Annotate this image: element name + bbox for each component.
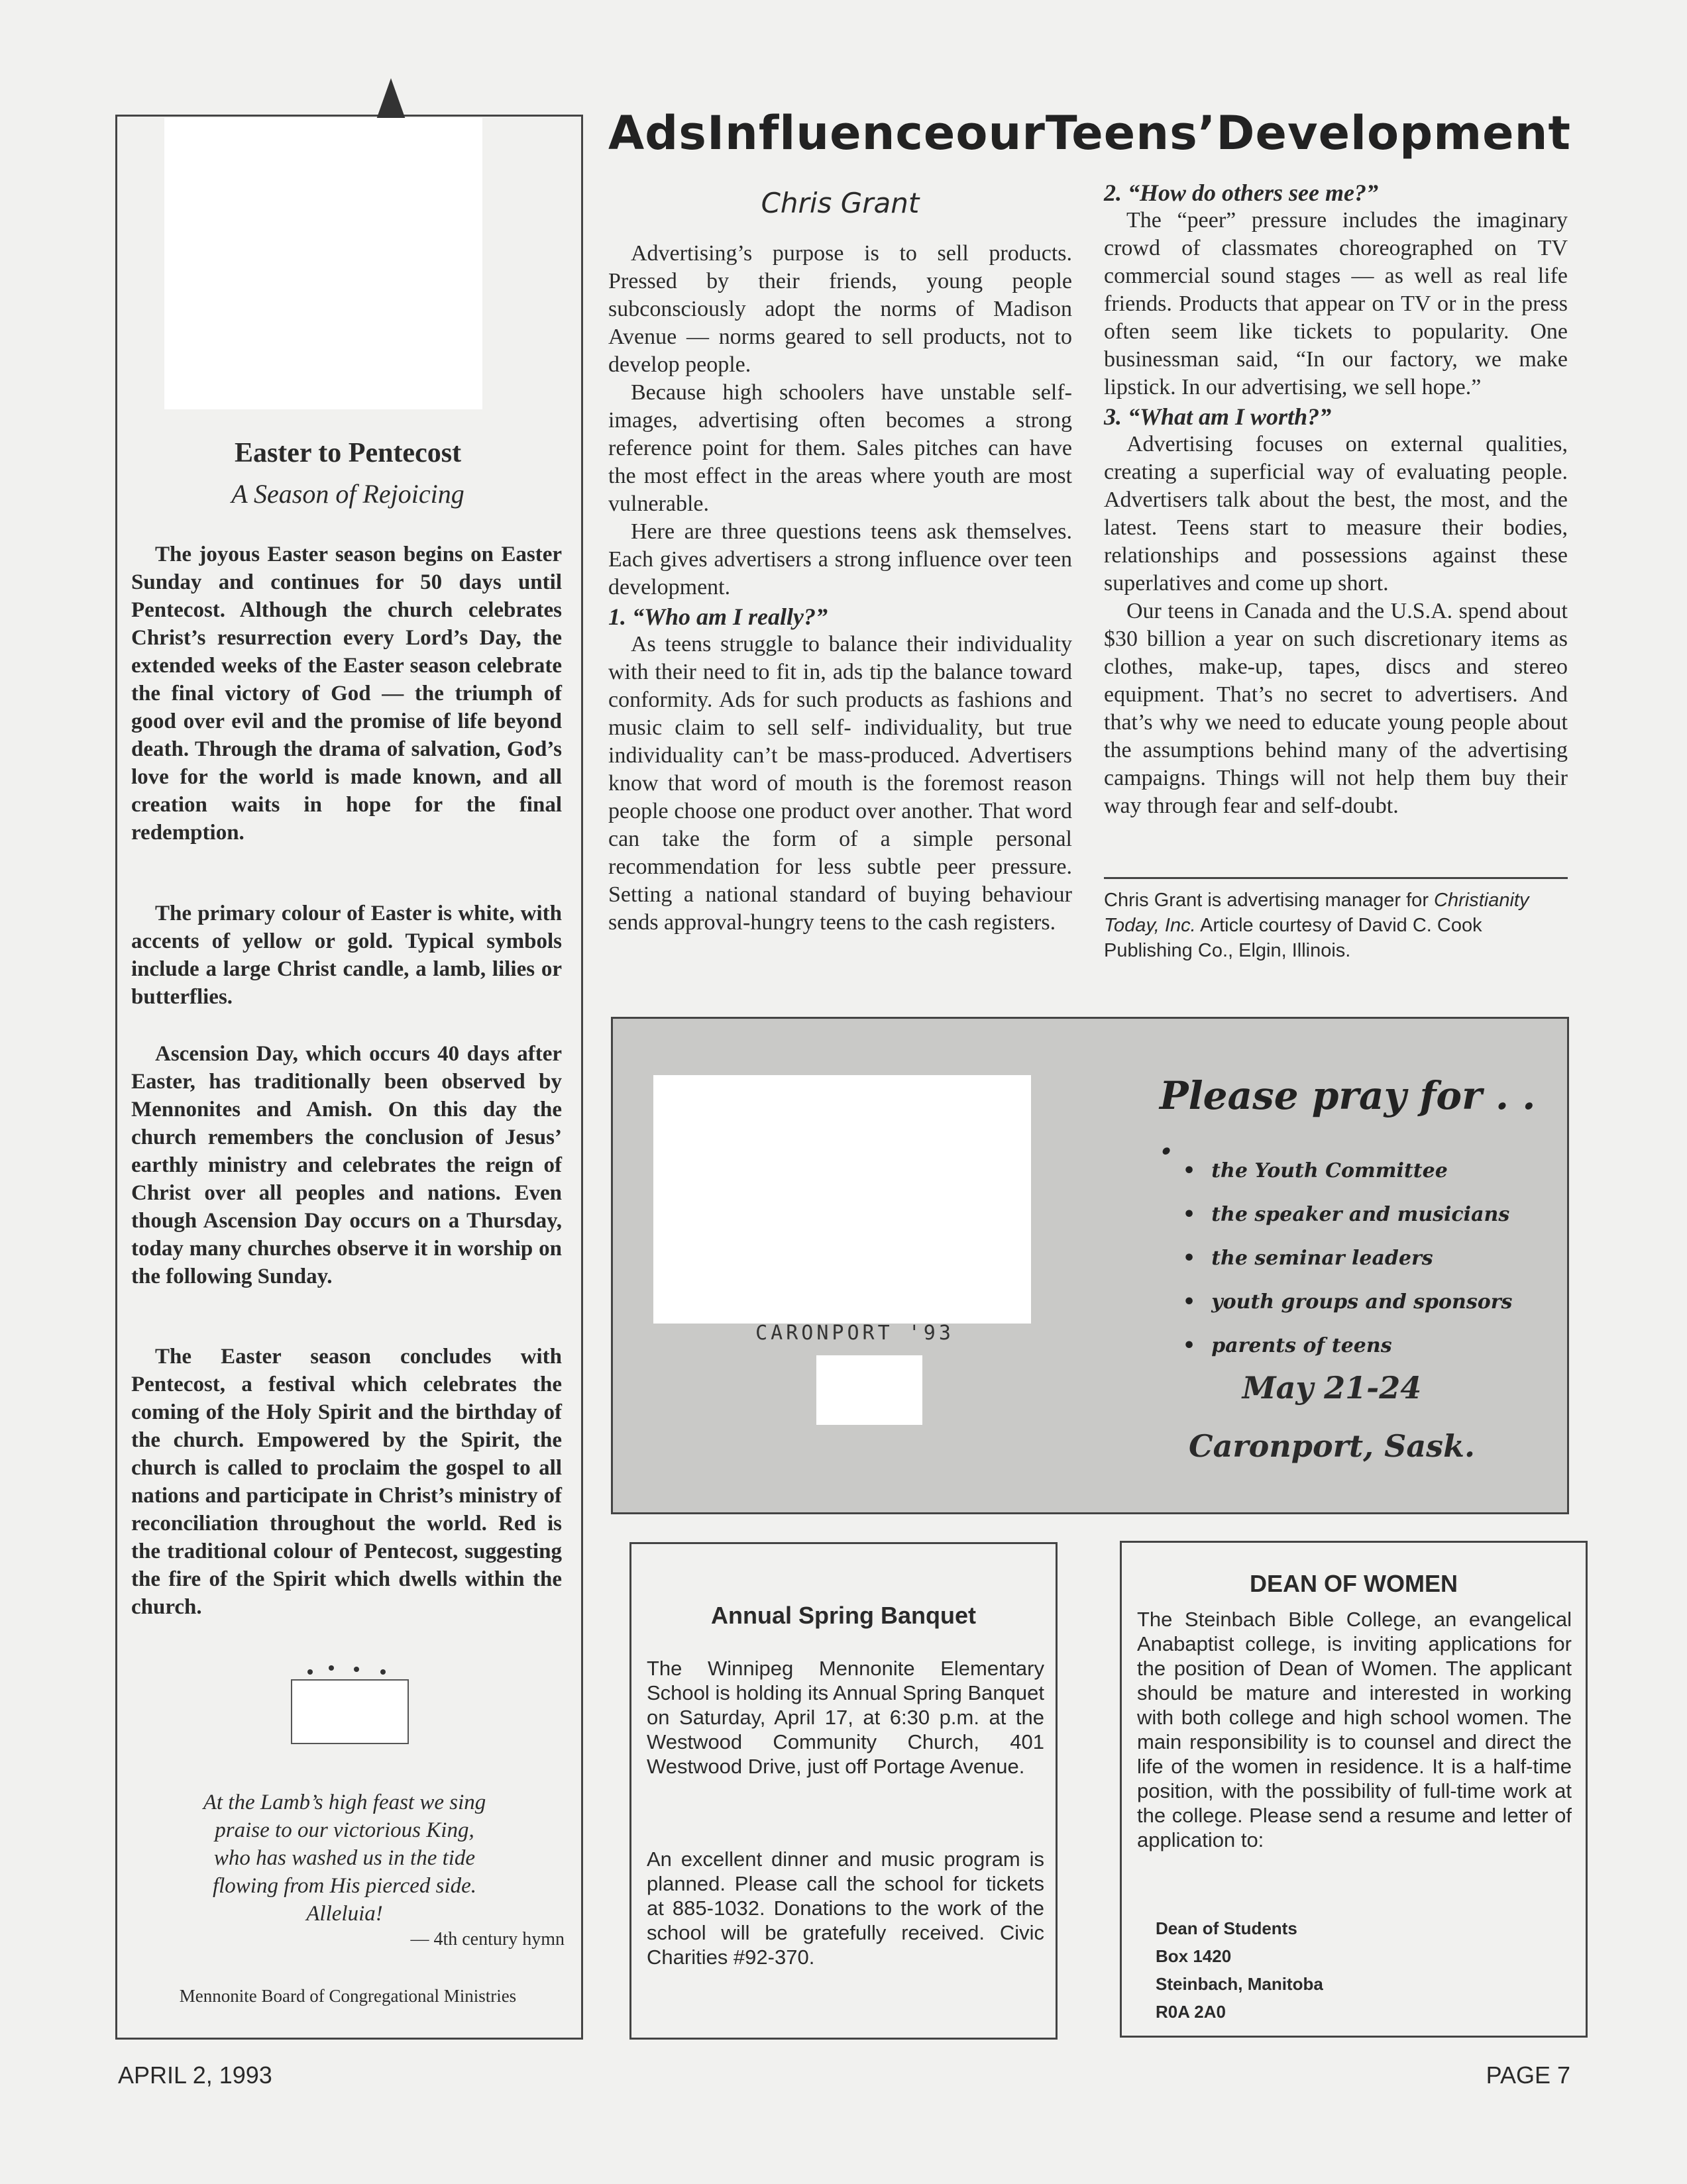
address-line: Box 1420 xyxy=(1156,1946,1232,1966)
prayer-item: • the speaker and musicians xyxy=(1183,1193,1512,1237)
sidebar-footer: Mennonite Board of Congregational Ministries xyxy=(179,1986,517,2006)
address-line: R0A 2A0 xyxy=(1156,2002,1226,2022)
prayer-list xyxy=(1183,1149,1512,1368)
hymn-line: Alleluia! xyxy=(306,1902,383,1926)
prayer-title: Please pray for . . . xyxy=(1160,1073,1536,1163)
banquet-title: Annual Spring Banquet xyxy=(711,1602,976,1629)
question-heading: 1. “Who am I really?” xyxy=(608,603,828,630)
prayer-item: • parents of teens xyxy=(1183,1324,1512,1368)
question-heading: 3. “What am I worth?” xyxy=(1104,403,1332,430)
headline-word: Ads xyxy=(608,106,707,160)
article-paragraph: Because high schoolers have unstable self-images, advertising often becomes a strong reference point for them. Sales pitches can have the most effect in the areas where youth are most vulnerable. xyxy=(608,380,1072,516)
article-column-2 xyxy=(1104,178,1568,820)
hymn-line: At the Lamb’s high feast we sing xyxy=(203,1791,486,1814)
article-paragraph: Our teens in Canada and the U.S.A. spend about $30 billion a year on such discretionary items as clothes, make-up, tapes, discs and stereo equipment. That’s no secret to advertisers. And that’s why we need to educate young people about the assumptions behind many of the advertising campaigns. Things will not help them buy their way through fear and self-doubt. xyxy=(1104,599,1568,818)
banquet-paragraph: The Winnipeg Mennonite Elementary School is holding its Annual Spring Banquet on Saturday, April 17, at 6:30 p.m. at the Westwood Community Church, 401 Westwood Drive, just off Portage Avenue. xyxy=(647,1657,1044,1778)
ornament-mark xyxy=(376,78,406,119)
hymn-attribution: — 4th century hymn xyxy=(410,1929,565,1950)
sidebar-paragraph: Ascension Day, which occurs 40 days after Easter, has traditionally been observed by Mennonites and Amish. On this day the church remembers the conclusion of Jesus’ earthly ministry and celebrates the reign of Christ over all peoples and nations. Even though Ascension Day occurs on a Thursday, today many churches observe it in worship on the following Sunday. xyxy=(131,1042,562,1288)
prayer-item: • youth groups and sponsors xyxy=(1183,1280,1512,1324)
headline-word: Influence xyxy=(706,106,956,160)
address-line: Dean of Students xyxy=(1156,1918,1297,1938)
sidebar-title: Easter to Pentecost xyxy=(234,438,462,468)
dean-address xyxy=(1156,1914,1323,2026)
hymn-quote xyxy=(133,1789,557,1928)
sidebar-paragraph: The primary colour of Easter is white, with accents of yellow or gold. Typical symbols include a large Christ candle, a lamb, lilies or butterflies. xyxy=(131,902,562,1009)
event-date: May 21-24 xyxy=(1242,1370,1422,1406)
article-author: Chris Grant xyxy=(761,187,920,219)
article-paragraph: The “peer” pressure includes the imaginary crowd of classmates choreographed on TV commercial sound stages — as well as real life friends. Products that appear on TV or in the press often seem like tickets to popularity. One businessman said, “In our factory, we make lipstick. In our advertising, we sell hope.” xyxy=(1104,208,1568,399)
hymn-line: flowing from His pierced side. xyxy=(212,1874,477,1898)
sidebar-photo-placeholder xyxy=(164,118,482,409)
article-paragraph: Here are three questions teens ask themselves. Each gives advertisers a strong influence over teen development. xyxy=(608,519,1072,599)
prayer-item: • the Youth Committee xyxy=(1183,1149,1512,1193)
sidebar-subtitle: A Season of Rejoicing xyxy=(231,479,464,509)
sidebar-paragraph: The Easter season concludes with Pentecost, a festival which celebrates the coming of the Holy Spirit and the birthday of the church. Empowered by the Spirit, the church is called to proclaim the gospel to all nations and participate in Christ’s ministry of reconciliation throughout the world. Red is the traditional colour of Pentecost, suggesting the fire of the Spirit which dwells within the church. xyxy=(131,1345,562,1619)
article-headline xyxy=(608,106,1571,160)
dean-body: The Steinbach Bible College, an evangelical Anabaptist college, is inviting applications for the position of Dean of Women. The applicant should be mature and interested in working with both college and high school women. The main responsibility is to counsel and direct the life of the women in residence. It is a half-time position, with the possibility of full-time work at the college. Please send a resume and letter of application to: xyxy=(1137,1608,1572,1851)
footer-date: APRIL 2, 1993 xyxy=(118,2061,272,2089)
hymn-line: praise to our victorious King, xyxy=(215,1818,474,1842)
event-caption: CARONPORT '93 xyxy=(755,1322,954,1345)
banquet-paragraph: An excellent dinner and music program is planned. Please call the school for tickets at 885-1032. Donations to the work of the school will be gratefully received. Civic Charities #92-370. xyxy=(647,1847,1044,1969)
divider xyxy=(1104,877,1568,879)
hymn-line: who has washed us in the tide xyxy=(213,1846,476,1870)
lamb-ornament-icon xyxy=(290,1663,409,1749)
prayer-item: • the seminar leaders xyxy=(1183,1237,1512,1280)
headline-word: Teens’ xyxy=(1045,106,1217,160)
event-place: Caronport, Sask. xyxy=(1189,1428,1475,1464)
author-credit: Chris Grant is advertising manager for Christianity Today, Inc. Article courtesy of David C. Cook Publishing Co., Elgin, Illinois. xyxy=(1104,890,1529,961)
article-column-1 xyxy=(608,240,1072,937)
headline-word: our xyxy=(955,106,1046,160)
event-logo-placeholder xyxy=(816,1355,922,1425)
event-photo-placeholder xyxy=(653,1075,1031,1324)
footer-page-number: PAGE 7 xyxy=(1486,2061,1570,2089)
article-paragraph: Advertising’s purpose is to sell products. Pressed by their friends, young people subconsciously adopt the norms of Madison Avenue — norms geared to sell products, not to develop people. xyxy=(608,241,1072,377)
address-line: Steinbach, Manitoba xyxy=(1156,1974,1323,1994)
article-paragraph: Advertising focuses on external qualities, creating a superficial way of evaluating people. Advertisers talk about the best, the most, and the latest. Teens start to measure their bodies, relationships and possessions against these superlatives and come up short. xyxy=(1104,432,1568,596)
dean-title: DEAN OF WOMEN xyxy=(1250,1570,1458,1597)
question-heading: 2. “How do others see me?” xyxy=(1104,180,1378,206)
sidebar-paragraph: The joyous Easter season begins on Easter Sunday and continues for 50 days until Pentecost. Although the church celebrates Christ’s resurrection every Lord’s Day, the extended weeks of the Easter season celebrate the final victory of God — the triumph of good over evil and the promise of life beyond death. Through the drama of salvation, God’s love for the world is made known, and all creation waits in hope for the final redemption. xyxy=(131,543,562,845)
article-paragraph: As teens struggle to balance their individuality with their need to fit in, ads tip the balance toward conformity. Ads for such products as fashions and music claim to sell self- individuality, but true individuality can’t be mass-produced. Advertisers know that word of mouth is the foremost reason people choose one product over another. That word can take the form of a simple personal recommendation for less subtle peer pressure. Setting a national standard of buying behaviour sends approval-hungry teens to the cash registers. xyxy=(608,632,1072,935)
headline-word: Development xyxy=(1216,106,1571,160)
